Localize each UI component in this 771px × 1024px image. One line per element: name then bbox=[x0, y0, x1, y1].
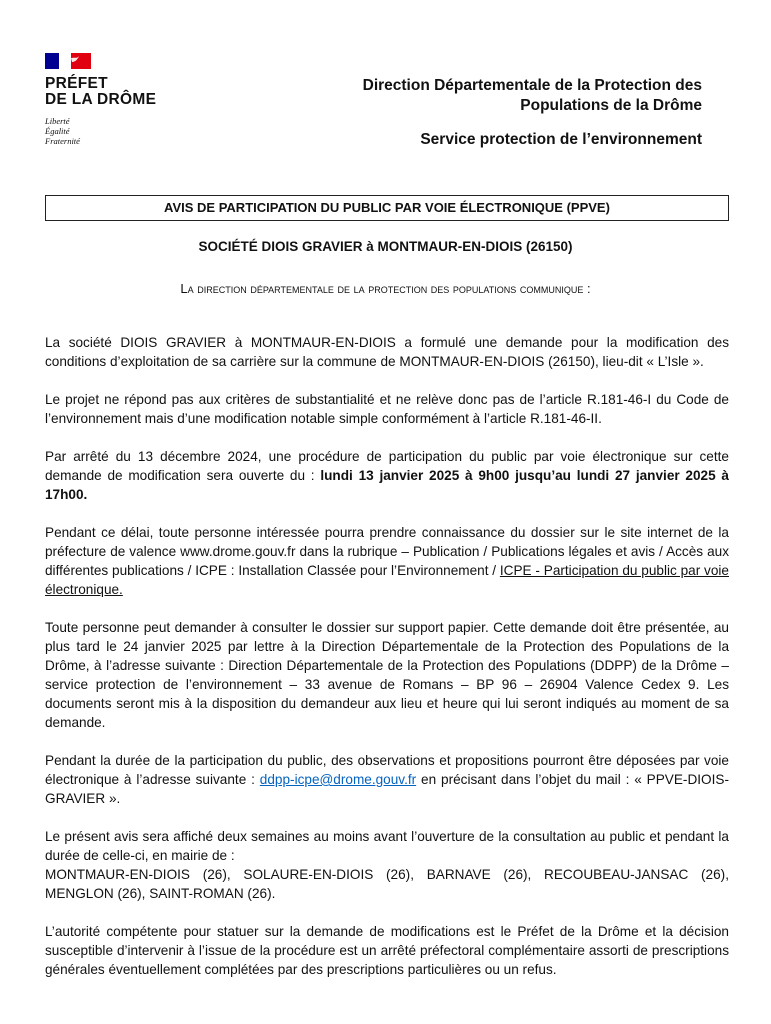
direction-line1: Direction Départementale de la Protection des bbox=[362, 77, 702, 94]
devise-egalite: Égalité bbox=[45, 126, 70, 136]
observations-end: en précisant dans l’objet du mail : « PPVE-DIOIS-GRAVIER ». bbox=[45, 772, 729, 806]
direction-line2: Populations de la Drôme bbox=[520, 97, 702, 114]
paragraph-papier: Toute personne peut demander à consulter le dossier sur support papier. Cette demande doit être présentée, au plus tard le 24 janvier 2025 par lettre à la Direction Départementale de la Protection des Populations de la Drôme, à l’adresse suivante : Direction Départementale de la Protection des Populations (DDPP) de la Drôme – service protection de l’environnement – 33 avenue de Romans – BP 96 – 26904 Valence Cedex 9. Les documents seront mis à la disposition du demandeur aux lieu et heure qui lui seront indiqués au moment de sa demande. bbox=[45, 620, 729, 730]
communes-list: MONTMAUR-EN-DIOIS (26), SOLAURE-EN-DIOIS (26), BARNAVE (26), RECOUBEAU-JANSAC (26), MENGLON (26), SAINT-ROMAN (26). bbox=[45, 867, 729, 901]
observations-text: Pendant la durée de la participation du public, des observations et propositions pourront être déposées par voie électronique à l’adresse suivante : bbox=[45, 753, 729, 787]
devise-liberte: Liberté bbox=[45, 116, 70, 126]
paragraph-demande: La société DIOIS GRAVIER à MONTMAUR-EN-DIOIS a formulé une demande pour la modification des conditions d’exploitation de sa carrière sur la commune de MONTMAUR-EN-DIOIS (26150), lieu-dit « L’Isle ». bbox=[45, 335, 729, 369]
avis-title: AVIS DE PARTICIPATION DU PUBLIC PAR VOIE ÉLECTRONIQUE (PPVE) bbox=[45, 195, 729, 221]
paragraph-consultation bbox=[45, 523, 729, 599]
header-direction bbox=[363, 76, 702, 150]
arrete-text: Par arrêté du 13 décembre 2024, une procédure de participation du public par voie électronique sur cette demande de modification sera ouverte du : bbox=[45, 449, 729, 483]
republique-flag-icon bbox=[45, 53, 91, 69]
service-name: Service protection de l’environnement bbox=[420, 131, 702, 148]
email-link[interactable]: ddpp-icpe@drome.gouv.fr bbox=[259, 772, 417, 787]
societe-title: SOCIÉTÉ DIOIS GRAVIER à MONTMAUR-EN-DIOIS (26150) bbox=[198, 239, 573, 254]
marianne-icon bbox=[55, 54, 81, 68]
paragraph-observations bbox=[45, 751, 729, 808]
devise-fraternite: Fraternité bbox=[45, 136, 80, 146]
communique-line: La direction départementale de la protection des populations communique : bbox=[180, 281, 591, 296]
paragraph-projet: Le projet ne répond pas aux critères de substantialité et ne relève donc pas de l’article R.181-46-I du Code de l’environnement mais d’une modification notable simple conformément à l’article R.181-46-II. bbox=[45, 392, 729, 426]
logo-line1: PRÉFET bbox=[45, 75, 108, 92]
document-body bbox=[45, 333, 729, 998]
paragraph-autorite: L’autorité compétente pour statuer sur la demande de modifications est le Préfet de la Drôme et la décision susceptible d’intervenir à l’issue de la procédure est un arrêté préfectoral complémentaire assorti de prescriptions générales éventuellement complétées par des prescriptions particulières ou un refus. bbox=[45, 924, 729, 977]
icpe-link[interactable]: ICPE - Participation du public par voie électronique. bbox=[45, 563, 729, 597]
paragraph-arrete bbox=[45, 447, 729, 504]
affichage-text: Le présent avis sera affiché deux semaines au moins avant l’ouverture de la consultation au public et pendant la durée de celle-ci, en mairie de : bbox=[45, 829, 729, 863]
consultation-text: Pendant ce délai, toute personne intéressée pourra prendre connaissance du dossier sur le site internet de la préfecture de valence www.drome.gouv.fr dans la rubrique – Publication / Publications légales et avis / Accès aux différentes publications / ICPE : Installation Classée pour l’Environnement / bbox=[45, 525, 729, 578]
arrete-dates: lundi 13 janvier 2025 à 9h00 jusqu’au lundi 27 janvier 2025 à 17h00. bbox=[45, 468, 729, 502]
logo-text bbox=[45, 76, 156, 108]
paragraph-affichage bbox=[45, 827, 729, 903]
logo-line2: DE LA DRÔME bbox=[45, 91, 157, 108]
devise bbox=[45, 116, 80, 146]
